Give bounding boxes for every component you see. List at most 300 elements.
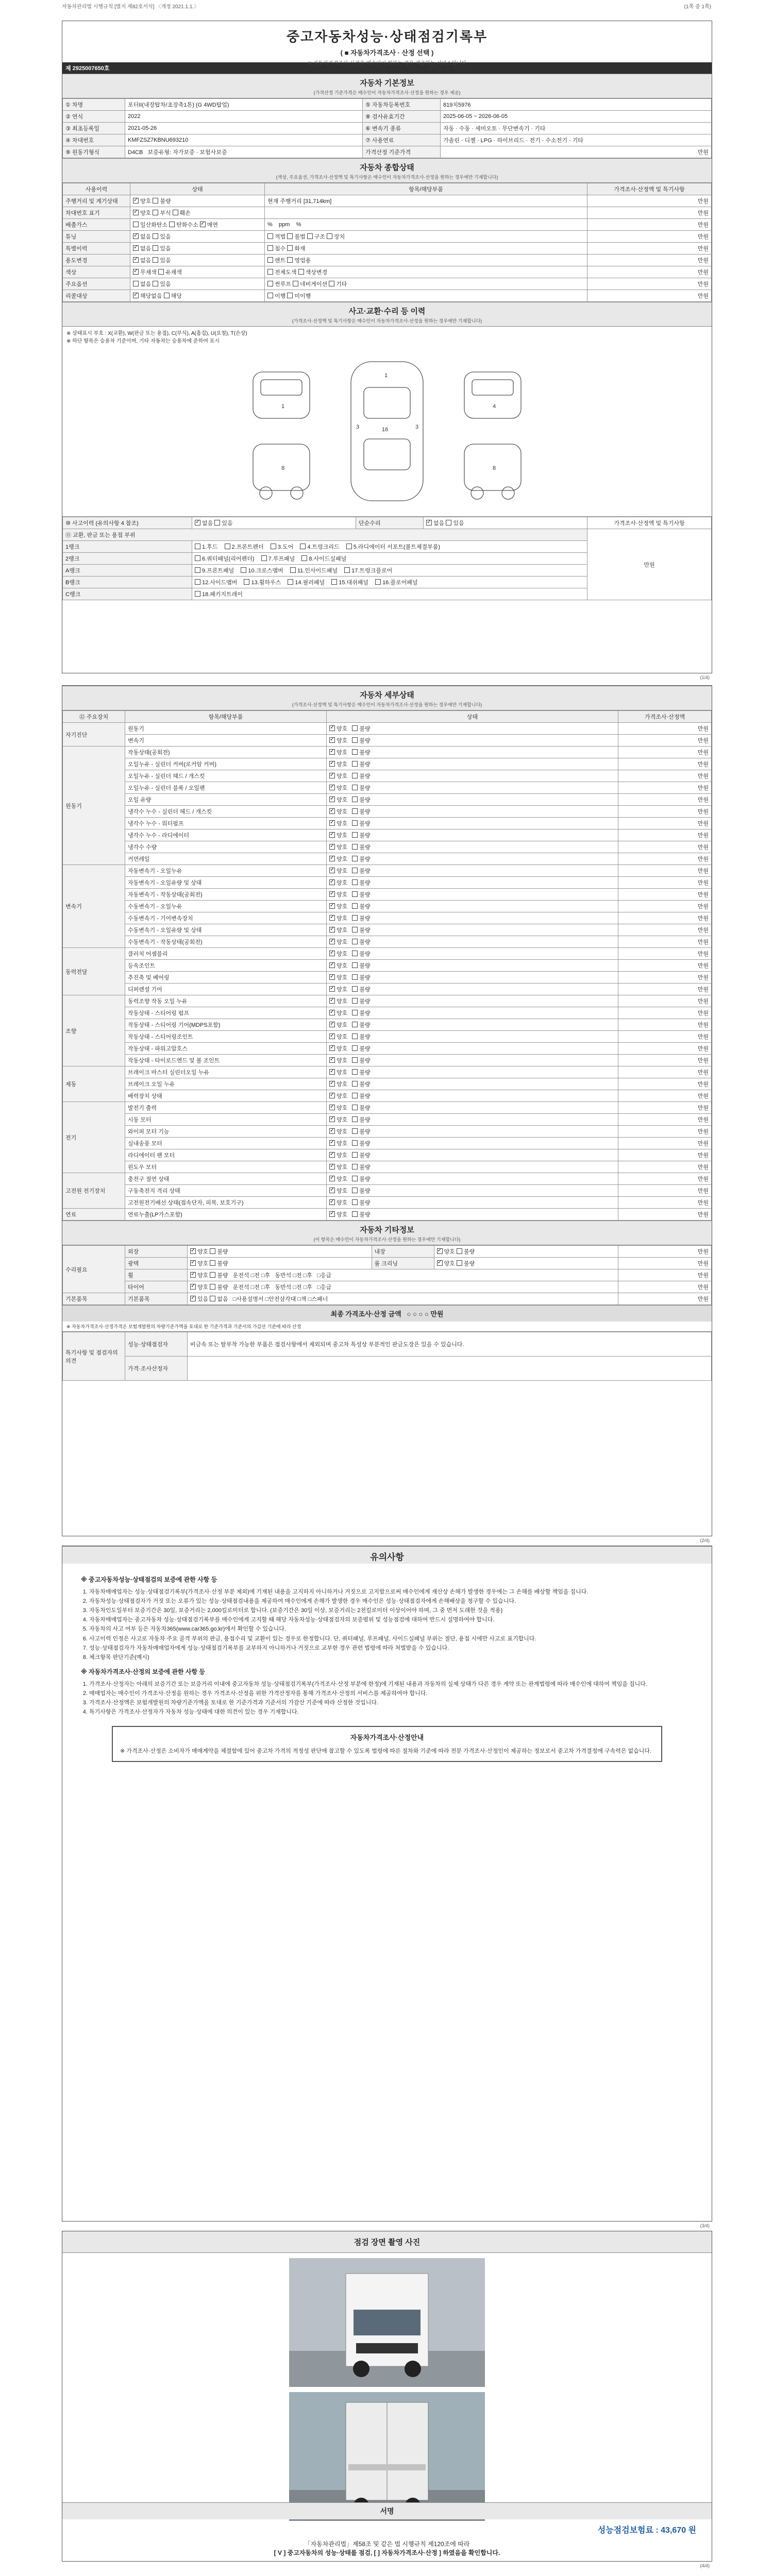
accident-price-header: 가격조사·산정액 및 특기사항 — [587, 517, 712, 529]
row-emission: 배출가스 — [63, 219, 130, 231]
detail-state: ✓ 양호 불량 — [327, 735, 618, 747]
detail-group: 전기 — [63, 1102, 125, 1173]
car-diagram — [62, 346, 712, 517]
detail-state: ✓ 양호 불량 — [327, 1102, 618, 1114]
accident-table — [62, 517, 712, 600]
page-2-number: (2/4) — [700, 1538, 710, 1543]
accident-sub: (가격조사·산정액 및 특기사항은 매수인이 자동차가격조사·산정을 원하는 경우에만 기재합니다) — [62, 317, 712, 327]
detail-state: ✓ 양호 불량 — [327, 829, 618, 841]
document-subtitle: ( ■ 자동차가격조사 · 산정 선택 ) — [340, 49, 434, 57]
page-1 — [62, 21, 712, 680]
detail-item: 배력장치 상태 — [125, 1090, 327, 1102]
note-item: 3. 자동차인도일부터 보증기간은 30일, 보증거리는 2,000킬로미터로 합니다. (보증기간은 30일 이상, 보증거리는 2천킬로미터 이상이어야 하며, 그 중 먼저 도래한 것을 적용) — [89, 1606, 693, 1615]
overall-h2: 상태 — [130, 183, 265, 195]
detail-price: 만원 — [618, 912, 712, 924]
detail-item: 클러치 어셈블리 — [125, 948, 327, 960]
exterior-state: ✓ 양호 불량 — [188, 1246, 372, 1258]
detail-row — [63, 806, 712, 818]
svg-text:1: 1 — [384, 372, 388, 379]
detail-state: ✓ 양호 불량 — [327, 1197, 618, 1209]
cleaning-state: ✓ 양호 불량 — [434, 1258, 618, 1269]
basic-items-price: 만원 — [618, 1293, 712, 1305]
note-item: 3. 가격조사·산정액은 보험개발원의 차량기준가액을 토대로 한 기준가격과 기준서의 가감산 기준에 따라 산정한 것입니다. — [89, 1698, 693, 1707]
detail-state: ✓ 양호 불량 — [327, 1173, 618, 1185]
detail-state: ✓ 양호 불량 — [327, 924, 618, 936]
basic-info-sub: (가격산정 기준가격은 매수인이 자동차가격조사·산정을 원하는 경우 제공) — [62, 89, 712, 98]
usage-state: ✓ 없음 있음 — [130, 255, 265, 266]
detail-price: 만원 — [618, 936, 712, 948]
detail-row — [63, 865, 712, 877]
detail-item: 작동상태 - 스티어링 기어(MDPS포함) — [125, 1019, 327, 1031]
recall-detail: 이행 미이행 — [265, 290, 587, 302]
simple-repair-value: 없음 — [433, 520, 445, 527]
svg-text:8: 8 — [493, 465, 496, 471]
detail-state: ✓ 양호 불량 — [327, 806, 618, 818]
detail-state: ✓ 양호 불량 — [327, 818, 618, 829]
detail-row — [63, 829, 712, 841]
special-state: ✓ 없음 있음 — [130, 243, 265, 255]
detail-h3: 상태 — [327, 711, 618, 723]
detail-row — [63, 1090, 712, 1102]
legend-line-1: ※ 상태표시 부호 : X(교환), W(판금 또는 용접), C(부식), A(흠집), U(요철), T(손상) — [66, 331, 247, 336]
detail-item: 발전기 출력 — [125, 1102, 327, 1114]
detail-price: 만원 — [618, 1078, 712, 1090]
options-price: 만원 — [587, 278, 712, 290]
insurance-fee: 성능점검보험료 : 43,670 원 — [597, 2526, 696, 2535]
label-warranty: 보증유형 — [147, 149, 170, 156]
document-header — [62, 21, 712, 66]
tier-b-items: 12.사이드멤버 13.휠하우스 14.필러패널 15.대쉬패널 16.플로어패널 — [192, 577, 587, 588]
detail-item: 시동 모터 — [125, 1114, 327, 1126]
detail-row — [63, 1019, 712, 1031]
detail-price: 만원 — [618, 1161, 712, 1173]
page-4-number: (4/4) — [700, 2563, 710, 2568]
tuning-state: ✓ 없음 있음 — [130, 231, 265, 243]
detail-row — [63, 735, 712, 747]
recall-price: 만원 — [587, 290, 712, 302]
overall-title: 자동차 종합상태 — [62, 158, 712, 174]
detail-price: 만원 — [618, 1185, 712, 1197]
document-number: 제 2925007650호 — [62, 62, 712, 74]
detail-price: 만원 — [618, 853, 712, 865]
detail-row — [63, 1007, 712, 1019]
page-4 — [62, 2231, 712, 2568]
detail-price: 만원 — [618, 1149, 712, 1161]
final-price-label: 최종 가격조사·산정 금액 — [330, 1310, 401, 1318]
detail-item: 냉각수 누수 - 실린더 헤드 / 개스킷 — [125, 806, 327, 818]
detail-item: 작동상태 - 파워고압호스 — [125, 1043, 327, 1055]
detail-item: 수동변속기 - 기어변속장치 — [125, 912, 327, 924]
label-base-price: 가격산정 기준가격 — [363, 146, 441, 158]
detail-item: 작동상태 - 스티어링 펌프 — [125, 1007, 327, 1019]
detail-state: ✓ 양호 불량 — [327, 794, 618, 806]
notes-h2: ※ 자동차가격조사·산정의 보증에 관한 사항 등 — [81, 1668, 205, 1675]
detail-price: 만원 — [618, 1173, 712, 1185]
value-vin: KMFZSZ7KBNU693210 — [125, 134, 363, 146]
svg-text:16: 16 — [382, 427, 389, 433]
detail-state: ✓ 양호 불량 — [327, 1114, 618, 1126]
label-car-name: ① 차명 — [63, 99, 125, 111]
overall-h1: 사용이력 — [63, 183, 130, 195]
detail-price: 만원 — [618, 1126, 712, 1138]
detail-price: 만원 — [618, 758, 712, 770]
label-transmission: ⑥ 변속기 종류 — [363, 123, 441, 134]
detail-row — [63, 1114, 712, 1126]
note-item: 4. 특기사항은 가격조사·산정자가 자동차 성능·상태에 대한 의견이 있는 경우 기재합니다. — [89, 1707, 693, 1717]
detail-price: 만원 — [618, 984, 712, 995]
detail-row — [63, 1209, 712, 1221]
sign-title: 서명 — [62, 2502, 712, 2519]
detail-state: ✓ 양호 불량 — [327, 995, 618, 1007]
note-item: 8. 체크항목 판단기준(예시) — [89, 1653, 693, 1662]
photos-title: 점검 장면 촬영 사진 — [62, 2231, 712, 2253]
parts-price: 만원 — [587, 529, 712, 600]
detail-item: 냉각수 수량 — [125, 841, 327, 853]
detail-state: ✓ 양호 불량 — [327, 984, 618, 995]
detail-row — [63, 924, 712, 936]
detail-item: 추진축 및 베어링 — [125, 972, 327, 984]
truck-front-photo-icon — [289, 2258, 485, 2387]
form-reference: 자동차관리법 시행규칙 [별지 제82호서식] 〈개정 2021.1.1.〉 — [62, 4, 199, 10]
tier-a: A랭크 — [63, 565, 192, 577]
detail-state: ✓ 양호 불량 — [327, 841, 618, 853]
detail-state: ✓ 양호 불량 — [327, 877, 618, 889]
label-first-reg: ③ 최초등록일 — [63, 123, 125, 134]
value-inspect-valid: 2025-06-05 ~ 2026-06-05 — [441, 111, 712, 123]
detail-group: 원동기 — [63, 747, 125, 865]
emission-detail: % ppm % — [265, 219, 587, 231]
detail-row — [63, 948, 712, 960]
value-engine: D4CB — [128, 149, 143, 156]
detail-item: 자동변속기 - 작동상태(공회전) — [125, 889, 327, 901]
detail-state: ✓ 양호 불량 — [327, 782, 618, 794]
car-outline-icon — [243, 351, 531, 511]
accident-history-state: ✓ 없음 있음 — [192, 517, 356, 529]
detail-row — [63, 770, 712, 782]
row-options: 주요옵션 — [63, 278, 130, 290]
signature-area — [62, 2502, 712, 2561]
row-color: 색상 — [63, 266, 130, 278]
detail-item: 변속기 — [125, 735, 327, 747]
detail-row — [63, 1078, 712, 1090]
detail-row — [63, 723, 712, 735]
detail-price: 만원 — [618, 735, 712, 747]
detail-price: 만원 — [618, 1102, 712, 1114]
detail-item: 오일누유 - 실린더 블록 / 오일팬 — [125, 782, 327, 794]
special-price: 만원 — [587, 243, 712, 255]
row-exterior: 외장 — [125, 1246, 188, 1258]
detail-row — [63, 1031, 712, 1043]
overall-sub: (색상, 주요옵션, 가격조사·산정액 및 특기사항은 매수인이 자동차가격조사·산정을 원하는 경우에만 기재합니다) — [62, 174, 712, 183]
basic-items-label: 기본품목 — [63, 1293, 125, 1305]
detail-item: 냉각수 누수 - 워터펌프 — [125, 818, 327, 829]
vin-mark-state: ✓ 양호 부식 훼손 — [130, 207, 265, 219]
detail-item: 라디에이터 팬 모터 — [125, 1149, 327, 1161]
page-1-number: (1/4) — [700, 675, 710, 680]
value-car-name: 포터II(내장탑차/초장축1톤) (G 4WD탑업) — [125, 99, 363, 111]
detail-price: 만원 — [618, 1019, 712, 1031]
detail-price: 만원 — [618, 972, 712, 984]
detail-price: 만원 — [618, 877, 712, 889]
color-detail: 전체도색 색상변경 — [265, 266, 587, 278]
legend-line-2: ※ 하단 항목은 승용차 기준이며, 기타 자동차는 승용차에 준하여 표시 — [66, 338, 220, 344]
notes-title: 유의사항 — [62, 1546, 712, 1564]
special-detail: 침수 화재 — [265, 243, 587, 255]
detail-state: ✓ 양호 불량 — [327, 1031, 618, 1043]
detail-item: 윈도우 모터 — [125, 1161, 327, 1173]
note-item: 6. 사고이력 인정은 사고로 자동차 주요 골격 부위의 판금, 용접수리 및 교환이 있는 경우로 한정합니다. 단, 쿼터패널, 루프패널, 사이드실패널 부위는 절단, 용접 시에만 사고로 표기합니다. — [89, 1634, 693, 1643]
detail-state: ✓ 양호 불량 — [327, 1138, 618, 1149]
detail-row — [63, 853, 712, 865]
detail-row — [63, 972, 712, 984]
tier-2-items: 6.쿼터패널(리어펜더) 7.루프패널 8.사이드실패널 — [192, 553, 587, 565]
sign-line-1: 「자동차관리법」제58조 및 같은 법 시행규칙 제120조에 따라 — [304, 2540, 470, 2548]
basic-info-table — [62, 98, 712, 158]
detail-row — [63, 889, 712, 901]
detail-row — [63, 1149, 712, 1161]
color-price: 만원 — [587, 266, 712, 278]
detail-price: 만원 — [618, 794, 712, 806]
detail-item: 작동상태 - 타이로드엔드 및 볼 조인트 — [125, 1055, 327, 1066]
detail-price: 만원 — [618, 782, 712, 794]
detail-price: 만원 — [618, 770, 712, 782]
tire-state: ✓ 양호 불량 운전석 □전 □후 동반석 □전 □후 □응급 — [188, 1281, 618, 1293]
detail-item: 등속조인트 — [125, 960, 327, 972]
accident-title: 사고·교환·수리 등 이력 — [62, 302, 712, 317]
detail-item: 수동변속기 - 오일유량 및 상태 — [125, 924, 327, 936]
detail-row — [63, 818, 712, 829]
detail-state: ✓ 양호 불량 — [327, 1161, 618, 1173]
detail-table — [62, 710, 712, 1221]
rear-photo — [289, 2392, 485, 2521]
wheel-state: ✓ 양호 불량 운전석 □전 □후 동반석 □전 □후 □응급 — [188, 1269, 618, 1281]
detail-item: 구동축전지 격리 상태 — [125, 1185, 327, 1197]
detail-row — [63, 1055, 712, 1066]
detail-price: 만원 — [618, 806, 712, 818]
detail-item: 작동상태 - 스티어링조인트 — [125, 1031, 327, 1043]
label-inspect-valid: ⑧ 검사유효기간 — [363, 111, 441, 123]
note-item: 4. 자동차매매업자는 중고자동차 성능·상태점검기록부를 매수인에게 고지할 때 해당 자동차성능·상태점검자의 보증범위 및 성능점검에 대하여 반드시 설명하여야 합니다. — [89, 1615, 693, 1624]
remark-pricer-text — [188, 1357, 712, 1381]
repair-needed-label: 수리필요 — [63, 1246, 125, 1293]
remark-pricer-label: 가격·조사산정자 — [125, 1357, 188, 1381]
detail-row — [63, 901, 712, 912]
remark-label: 특기사항 및 점검자의 의견 — [63, 1332, 125, 1381]
detail-state: ✓ 양호 불량 — [327, 723, 618, 735]
document-note: ※ 자동차가격조사·산정은 매수인이 원하는 경우 제공하는 서비스입니다 — [307, 61, 467, 66]
gloss-price: 만원 — [618, 1258, 712, 1269]
page-3 — [62, 1546, 712, 2228]
detail-row — [63, 1161, 712, 1173]
detail-price: 만원 — [618, 1043, 712, 1055]
page-2 — [62, 685, 712, 1543]
tier-c: C랭크 — [63, 588, 192, 600]
detail-item: 커먼레일 — [125, 853, 327, 865]
options-detail: 썬루프 네비게이션 기타 — [265, 278, 587, 290]
overall-h3: 항목/해당부품 — [265, 183, 587, 195]
label-fuel: ⑦ 사용연료 — [363, 134, 441, 146]
detail-state: ✓ 양호 불량 — [327, 960, 618, 972]
detail-state: ✓ 양호 불량 — [327, 972, 618, 984]
label-year: ② 연식 — [63, 111, 125, 123]
detail-title: 자동차 세부상태 — [62, 686, 712, 701]
tier-a-items: 9.프론트패널 10.크로스멤버 11.인사이드패널 17.트렁크플로어 — [192, 565, 587, 577]
detail-sub: (가격조사·산정액 및 특기사항은 매수인이 자동차가격조사·산정을 원하는 경우에만 기재합니다) — [62, 701, 712, 710]
detail-state: ✓ 양호 불량 — [327, 1019, 618, 1031]
remark-table — [62, 1332, 712, 1381]
detail-item: 수동변속기 - 작동상태(공회전) — [125, 936, 327, 948]
notes-list-2 — [81, 1680, 693, 1717]
detail-state: ✓ 양호 불량 — [327, 758, 618, 770]
svg-text:1: 1 — [281, 403, 285, 410]
row-wheel: 휠 — [125, 1269, 188, 1281]
detail-row — [63, 747, 712, 758]
detail-item: 브레이크 마스터 실린더오일 누유 — [125, 1066, 327, 1078]
detail-state: ✓ 양호 불량 — [327, 1066, 618, 1078]
detail-h1: ⑫ 주요장치 — [63, 711, 125, 723]
detail-state: ✓ 양호 불량 — [327, 1185, 618, 1197]
tuning-detail: 적법 불법 구조 장치 — [265, 231, 587, 243]
detail-h2: 항목/해당부품 — [125, 711, 327, 723]
detail-group: 자기진단 — [63, 723, 125, 747]
row-cleaning: 룸 크리닝 — [372, 1258, 434, 1269]
detail-state: ✓ 양호 불량 — [327, 936, 618, 948]
overall-table — [62, 183, 712, 302]
detail-row — [63, 841, 712, 853]
detail-state: ✓ 양호 불량 — [327, 1043, 618, 1055]
detail-price: 만원 — [618, 1090, 712, 1102]
detail-item: 오일누유 - 실린더 헤드 / 개스킷 — [125, 770, 327, 782]
detail-h4: 가격조사·산정액 — [618, 711, 712, 723]
vin-price: 만원 — [587, 207, 712, 219]
detail-price: 만원 — [618, 889, 712, 901]
options-state: 없음 있음 — [130, 278, 265, 290]
accident-history-label: ⑩ 사고이력 (유의사항 4 참조) — [63, 517, 192, 529]
detail-state: ✓ 양호 불량 — [327, 912, 618, 924]
interior-state: ✓ 양호 불량 — [434, 1246, 618, 1258]
pricing-guide-box — [112, 1726, 662, 1762]
detail-row — [63, 936, 712, 948]
label-engine: ⑨ 원동기형식 — [63, 146, 125, 158]
detail-state: ✓ 양호 불량 — [327, 1078, 618, 1090]
basic-info-title: 자동차 기본정보 — [62, 74, 712, 89]
value-first-reg: 2021-05-26 — [125, 123, 363, 134]
tire-price: 만원 — [618, 1281, 712, 1293]
pricing-guide-title: 자동차가격조사·산정안내 — [350, 1734, 424, 1742]
detail-group: 제동 — [63, 1066, 125, 1102]
row-interior: 내장 — [372, 1246, 434, 1258]
detail-price: 만원 — [618, 1138, 712, 1149]
usage-price: 만원 — [587, 255, 712, 266]
detail-group: 조향 — [63, 995, 125, 1066]
pricing-guide-text: ※ 가격조사·산정은 소비자가 매매계약을 체결함에 있어 중고차 가격의 적정성 판단에 참고할 수 있도록 법령에 따른 절차와 기준에 따라 전문 가격조사·산정인이 제공하는 정보로서 중고차 가격결정에 구속력은 없습니다. — [120, 1748, 652, 1754]
detail-row — [63, 1066, 712, 1078]
mileage-price: 만원 — [587, 195, 712, 207]
tier-1-items: 1.후드 2.프론트펜더 3.도어 4.트렁크리드 5.라디에이터 서포트(볼트체결부품) — [192, 541, 587, 553]
detail-price: 만원 — [618, 1055, 712, 1066]
note-item: 2. 자동차성능·상태점검자가 거짓 또는 오류가 있는 성능·상태점검내용을 제공하여 매수인에게 손해가 발생한 경우 매수인은 성능·상태점검자에게 손해배상을 청구할 수 있습니다. — [89, 1597, 693, 1606]
svg-text:3: 3 — [356, 424, 360, 430]
detail-state: ✓ 양호 불량 — [327, 1007, 618, 1019]
detail-item: 자동변속기 - 오일누유 — [125, 865, 327, 877]
detail-price: 만원 — [618, 1031, 712, 1043]
detail-price: 만원 — [618, 818, 712, 829]
value-fuel: 가솔린 · 디젤 · LPG · 하이브리드 · 전기 · 수소전기 · 기타 — [441, 134, 712, 146]
row-special: 특별이력 — [63, 243, 130, 255]
other-title: 자동차 기타정보 — [62, 1221, 712, 1236]
detail-row — [63, 794, 712, 806]
detail-item: 작동상태(공회전) — [125, 747, 327, 758]
final-price-bar — [62, 1305, 712, 1321]
detail-item: 실내송풍 모터 — [125, 1138, 327, 1149]
detail-row — [63, 1138, 712, 1149]
detail-item: 오일누유 - 실린더 커버(로커암 커버) — [125, 758, 327, 770]
detail-state: ✓ 양호 불량 — [327, 770, 618, 782]
row-basic-items: 기본품목 — [125, 1293, 188, 1305]
row-mileage: 주행거리 및 계기상태 — [63, 195, 130, 207]
tuning-price: 만원 — [587, 231, 712, 243]
svg-text:8: 8 — [281, 465, 285, 471]
value-plate: 819치5976 — [441, 99, 712, 111]
simple-repair-state: ✓ 없음 있음 — [423, 517, 587, 529]
detail-group: 고전원 전기장치 — [63, 1173, 125, 1209]
engine-cell: D4CB 보증유형: 자가보증 · 보험사보증 — [125, 146, 363, 158]
detail-item: 충전구 절연 상태 — [125, 1173, 327, 1185]
label-plate: ⑤ 자동차등록번호 — [363, 99, 441, 111]
detail-item: 연료누출(LP가스포함) — [125, 1209, 327, 1221]
mileage-value: 현재 주행거리 [31,714km] — [265, 195, 587, 207]
accident-history-value: 없음 — [202, 520, 213, 527]
detail-item: 수동변속기 - 오일누유 — [125, 901, 327, 912]
detail-price: 만원 — [618, 723, 712, 735]
detail-state: ✓ 양호 불량 — [327, 948, 618, 960]
notes-list-1 — [81, 1587, 693, 1662]
row-tuning: 튜닝 — [63, 231, 130, 243]
detail-item: 디퍼렌셜 기어 — [125, 984, 327, 995]
parts-header: ⑪ 교환, 판금 또는 용접 부위 — [63, 529, 587, 541]
detail-item: 자동변속기 - 오일유량 및 상태 — [125, 877, 327, 889]
truck-rear-photo-icon — [289, 2392, 485, 2521]
detail-price: 만원 — [618, 1007, 712, 1019]
page-count: (1쪽 중 1쪽) — [684, 4, 711, 10]
value-warranty: 자가보증 · 보험사보증 — [173, 149, 227, 156]
detail-price: 만원 — [618, 865, 712, 877]
notes-h1: ※ 중고자동차성능·상태점검의 보증에 관한 사항 등 — [81, 1576, 217, 1583]
detail-price: 만원 — [618, 960, 712, 972]
detail-row — [63, 1185, 712, 1197]
detail-state: ✓ 양호 불량 — [327, 747, 618, 758]
detail-item: 동력조향 작동 오일 누유 — [125, 995, 327, 1007]
detail-state: ✓ 양호 불량 — [327, 1090, 618, 1102]
tier-b: B랭크 — [63, 577, 192, 588]
accident-legend — [62, 327, 712, 346]
detail-item: 냉각수 누수 - 라디에이터 — [125, 829, 327, 841]
detail-price: 만원 — [618, 924, 712, 936]
detail-item: 오일 유량 — [125, 794, 327, 806]
note-item: 7. 성능·상태점검자가 자동차매매업자에게 성능·상태점검기록부를 교부하지 아니하거나 거짓으로 교부한 경우 관련 법령에 따라 처벌받을 수 있습니다. — [89, 1643, 693, 1653]
detail-group: 변속기 — [63, 865, 125, 948]
detail-state: ✓ 양호 불량 — [327, 901, 618, 912]
detail-price: 만원 — [618, 747, 712, 758]
detail-price: 만원 — [618, 1209, 712, 1221]
gloss-state: ✓ 양호 불량 — [188, 1258, 372, 1269]
value-year: 2022 — [125, 111, 363, 123]
detail-row — [63, 995, 712, 1007]
row-gloss: 광택 — [125, 1258, 188, 1269]
detail-state: ✓ 양호 불량 — [327, 1126, 618, 1138]
other-table — [62, 1245, 712, 1305]
detail-row — [63, 782, 712, 794]
